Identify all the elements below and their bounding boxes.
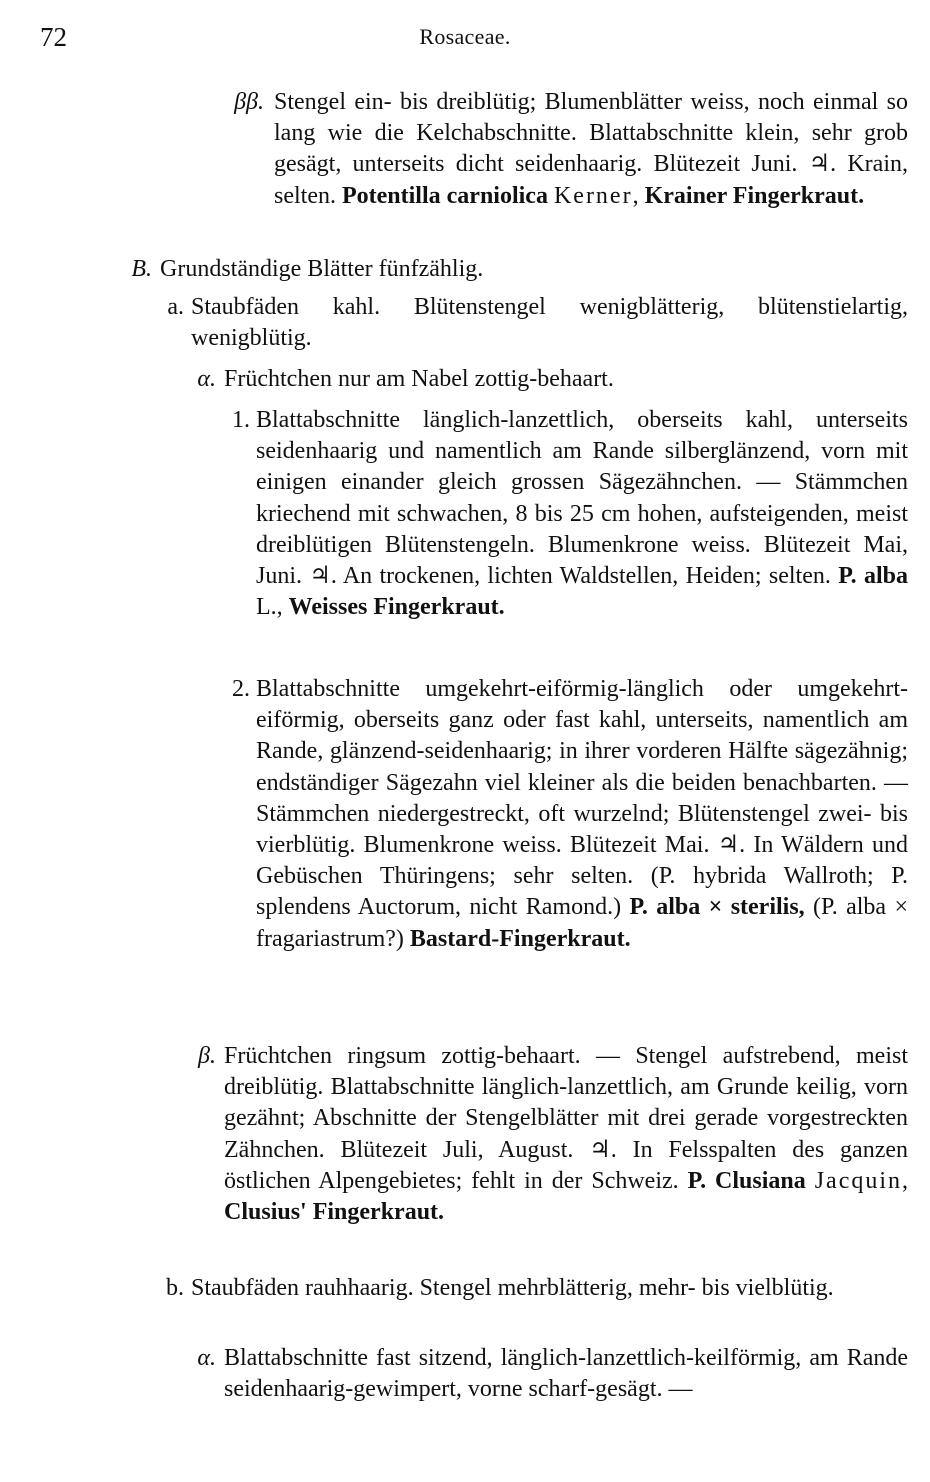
entry-label: β. <box>198 1043 216 1069</box>
entry-text: Früchtchen nur am Nabel zottig-behaart. <box>224 366 614 392</box>
author-name: Kerner <box>553 182 633 209</box>
common-name: Bastard-Fingerkraut. <box>409 925 631 952</box>
entry-text: Staubfäden kahl. Blütenstengel wenigblätterig, blütenstielartig, wenigblütig. <box>191 294 908 352</box>
species-name: P. alba × sterilis, <box>629 894 805 921</box>
entry-text <box>274 87 908 212</box>
page-number: 72 <box>40 22 67 52</box>
entry-label: a. <box>167 294 184 320</box>
entry-text <box>256 674 908 955</box>
entry-text: Staubfäden rauhhaarig. Stengel mehrblätterig, mehr- bis vielblütig. <box>191 1275 834 1301</box>
common-name: Weisses Fingerkraut. <box>288 594 505 621</box>
author-name: L., <box>256 594 289 621</box>
entry-label: b. <box>166 1275 184 1301</box>
entry-label: 2. <box>232 676 250 702</box>
separator: , <box>902 1167 909 1194</box>
description: Blattabschnitte länglich-lanzettlich, oberseits kahl, unterseits seidenhaarig und namentlich am Rande silberglänzend, vorn mit einigen einander gleich grossen Sägezähnchen. — Stämmchen kriechend mit schwachen, 8 bis 25 cm hohen, aufsteigenden, meist dreiblütigen Blütenstengeln. Blumenkrone weiss. Blütezeit Mai, Juni. ♃. An trockenen, lichten Waldstellen, Heiden; selten. <box>256 407 908 590</box>
species-name: P. Clusiana <box>687 1167 806 1194</box>
entry-text: Grundständige Blätter fünfzählig. <box>160 256 484 282</box>
description: Früchtchen ringsum zottig-behaart. — Stengel aufstrebend, meist dreiblütig. Blattabschnitte länglich-lanzettlich, am Grunde keilig, vorn gezähnt; Abschnitte der Stengelblätter mit drei gerade vorgestreckten Zähnchen. Blütezeit Juli, August. ♃. In Felsspalten des ganzen östlichen Alpengebietes; fehlt in der Schweiz. <box>224 1043 908 1194</box>
running-title: Rosaceae. <box>419 24 511 49</box>
description: Stengel ein- bis dreiblütig; Blumenblätter weiss, noch einmal so lang wie die Kelchabschnitte. Blattabschnitte klein, sehr grob gesägt, unterseits dicht seidenhaarig. Blütezeit Juni. ♃. Krain, selten. <box>274 89 908 209</box>
species-name: Potentilla carniolica <box>341 182 548 209</box>
entry-text: Blattabschnitte fast sitzend, länglich-lanzettlich-keilförmig, am Rande seidenhaarig-gewimpert, vorne scharf-gesägt. — <box>224 1345 908 1403</box>
entry-label: α. <box>197 366 216 392</box>
author-name: Jacquin <box>814 1167 903 1194</box>
common-name: Clusius' Fingerkraut. <box>224 1199 445 1226</box>
synonym: (P. alba × fragariastrum?) <box>256 894 908 952</box>
entry-text <box>256 405 908 623</box>
entry-label: 1. <box>232 407 250 433</box>
entry-label: ββ. <box>234 89 264 115</box>
description: Blattabschnitte umgekehrt-eiförmig-länglich oder umgekehrt-eiförmig, oberseits ganz oder fast kahl, unterseits, namentlich am Rande, glänzend-seidenhaarig; in ihrer vorderen Hälfte sägezähnig; endständiger Sägezahn viel kleiner als die beiden benachbarten. — Stämmchen niedergestreckt, oft wurzelnd; Blütenstengel zwei- bis vierblütig. Blumenkrone weiss. Blütezeit Mai. ♃. In Wäldern und Gebüschen Thüringens; sehr selten. (P. hybrida Wallroth; P. splendens Auctorum, nicht Ramond.) <box>256 676 908 921</box>
common-name: Krainer Fingerkraut. <box>644 182 865 209</box>
entry-label: α. <box>197 1345 216 1371</box>
entry-label: B. <box>131 256 152 282</box>
species-name: P. alba <box>838 563 908 590</box>
separator: , <box>632 182 645 209</box>
entry-text <box>224 1041 908 1228</box>
